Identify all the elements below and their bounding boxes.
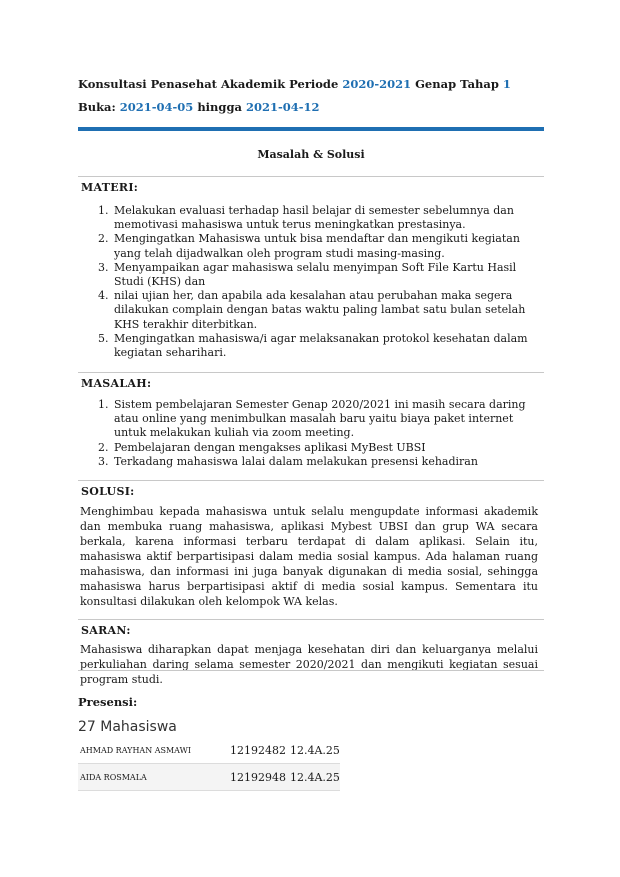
list-item — [98, 289, 540, 332]
saran-text: Mahasiswa diharapkan dapat menjaga kesehatan diri dan keluarganya melalui perkuliahan daring selama semester 2020/2021 dan mengikuti kegiatan sesuai program studi. — [80, 643, 538, 686]
cell-name: AIDA ROSMALA — [78, 764, 230, 791]
list-number: 3. — [98, 454, 109, 468]
list-number: 2. — [98, 440, 109, 454]
saran-divider — [78, 670, 544, 671]
title-prefix: Konsultasi Penasehat Akademik Periode — [78, 77, 343, 91]
open-period — [78, 100, 320, 114]
main-heading: Masalah & Solusi — [257, 148, 365, 161]
document-title — [78, 77, 511, 91]
list-number: 1. — [98, 398, 109, 411]
title-semester: Genap Tahap — [411, 77, 503, 91]
cell-nim: 12192482 — [230, 737, 290, 764]
student-count: 27 Mahasiswa — [78, 719, 177, 735]
materi-heading: MATERI: — [78, 176, 544, 194]
list-item — [98, 398, 540, 441]
list-text: Mengingatkan mahasiswa/i agar melaksanakan protokol kesehatan dalam kegiatan seharihari. — [114, 331, 528, 360]
list-number: 1. — [98, 204, 109, 217]
list-item — [98, 232, 540, 260]
list-item — [98, 440, 540, 455]
masalah-heading: MASALAH: — [78, 372, 544, 390]
list-number: 4. — [98, 289, 109, 303]
cell-name: AHMAD RAYHAN ASMAWI — [78, 737, 230, 764]
date-from: 2021-04-05 — [119, 100, 194, 114]
list-text: Mengingatkan Mahasiswa untuk bisa mendaftar dan mengikuti kegiatan yang telah dijadwalkan oleh program studi masing-masing. — [114, 232, 520, 260]
list-item — [98, 454, 540, 469]
saran-heading: SARAN: — [78, 619, 544, 637]
list-item — [98, 331, 540, 360]
materi-list — [78, 204, 540, 360]
header-divider — [78, 127, 544, 131]
list-item — [98, 204, 540, 232]
list-item — [98, 260, 540, 289]
attendance-body — [78, 737, 340, 791]
date-separator: hingga — [193, 100, 246, 114]
solusi-text: Menghimbau kepada mahasiswa untuk selalu mengupdate informasi akademik dan membuka ruang mahasiswa, aplikasi Mybest UBSI dan grup WA secara berkala, karena informasi terbaru terdapat di dalam aplikasi. Selain itu, mahasiswa aktif berpartisipasi dalam media sosial kampus. Ada halaman ruang mahasiswa, dan informasi ini juga banyak digunakan di media sosial, sehingga mahasiswa harus berpartisipasi aktif di media sosial kampus. Sementara itu konsultasi dilakukan oleh kelompok WA kelas. — [80, 505, 538, 608]
table-row — [78, 737, 340, 764]
cell-nim: 12192948 — [230, 764, 290, 791]
title-period: 2020-2021 — [342, 77, 412, 91]
cell-kelas: 12.4A.25 — [290, 737, 340, 764]
title-stage: 1 — [502, 77, 511, 91]
list-number: 3. — [98, 260, 109, 274]
masalah-list — [78, 398, 540, 469]
list-text: nilai ujian her, dan apabila ada kesalahan atau perubahan maka segera dilakukan complain dengan batas waktu paling lambat satu bulan setelah KHS terakhir diterbitkan. — [114, 289, 526, 331]
open-prefix: Buka: — [78, 100, 120, 114]
date-to: 2021-04-12 — [245, 100, 320, 114]
list-text: Sistem pembelajaran Semester Genap 2020/2021 ini masih secara daring atau online yang menimbulkan masalah baru yaitu biaya paket internet untuk melakukan kuliah via zoom meeting. — [114, 398, 526, 440]
list-number: 5. — [98, 331, 109, 345]
attendance-table — [78, 737, 340, 791]
table-row — [78, 764, 340, 791]
presensi-label: Presensi: — [78, 695, 138, 709]
list-text: Terkadang mahasiswa lalai dalam melakukan presensi kehadiran — [114, 454, 478, 468]
list-text: Melakukan evaluasi terhadap hasil belajar di semester sebelumnya dan memotivasi mahasiswa untuk terus meningkatkan prestasinya. — [114, 204, 514, 232]
list-text: Menyampaikan agar mahasiswa selalu menyimpan Soft File Kartu Hasil Studi (KHS) dan — [114, 260, 517, 289]
list-number: 2. — [98, 232, 109, 246]
cell-kelas: 12.4A.25 — [290, 764, 340, 791]
list-text: Pembelajaran dengan mengakses aplikasi MyBest UBSI — [114, 440, 426, 454]
solusi-heading: SOLUSI: — [78, 480, 544, 498]
